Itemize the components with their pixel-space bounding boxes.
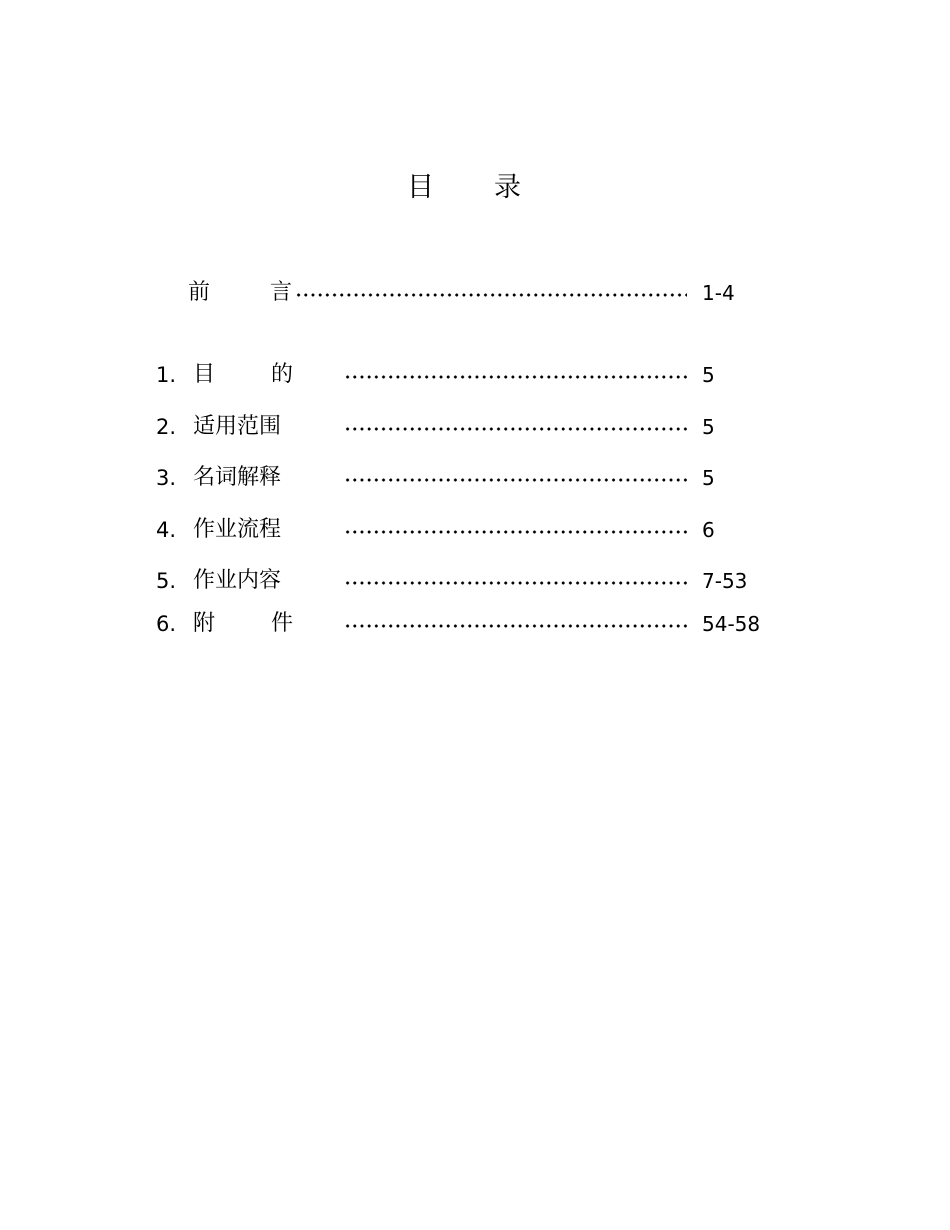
toc-page-ref: 5: [702, 415, 715, 439]
toc-entry-number: 5.: [156, 569, 177, 593]
toc-page-ref: 54-58: [702, 612, 761, 636]
toc-entry-label: 适用范围: [193, 414, 282, 439]
toc-entry-number: 6.: [156, 612, 177, 636]
leader-dots: [344, 581, 687, 585]
toc-page-ref: 7-53: [702, 569, 748, 593]
toc-page-ref: 5: [702, 466, 715, 490]
toc-page-ref: 5: [702, 363, 715, 387]
leader-dots: [344, 375, 687, 379]
toc-entry: [0, 463, 950, 493]
toc-label-char: 前: [188, 280, 211, 305]
leader-dots: [344, 478, 687, 482]
toc-entry-number: 3.: [156, 466, 177, 490]
leader-dots: [344, 624, 687, 628]
toc-entry-label: 作业内容: [193, 568, 282, 593]
toc-label-char: 的: [270, 362, 293, 387]
toc-entry: [0, 515, 950, 545]
toc-label-char: 言: [269, 280, 292, 305]
toc-label-char: 件: [270, 611, 293, 636]
toc-title: 目 录: [407, 172, 523, 203]
toc-entry-label: 名词解释: [193, 465, 282, 490]
toc-page-ref: 1-4: [702, 281, 735, 305]
toc-entry-label: [193, 609, 293, 639]
toc-entry: [0, 360, 950, 390]
toc-entry: [0, 412, 950, 442]
toc-entry-number: 2.: [156, 415, 177, 439]
toc-entry-foreword: [0, 278, 950, 308]
toc-label-char: 附: [193, 611, 216, 636]
toc-entry-label: [188, 278, 292, 308]
leader-dots: [344, 427, 687, 431]
toc-entry-label: [193, 360, 293, 390]
toc-entry-label: 作业流程: [193, 517, 282, 542]
toc-label-char: 目: [193, 362, 216, 387]
toc-page-ref: 6: [702, 518, 715, 542]
leader-dots: [344, 530, 687, 534]
toc-entry: [0, 609, 950, 639]
toc-entry-number: 1.: [156, 363, 177, 387]
leader-dots: [295, 293, 687, 297]
toc-entry-number: 4.: [156, 518, 177, 542]
toc-entry: [0, 566, 950, 596]
